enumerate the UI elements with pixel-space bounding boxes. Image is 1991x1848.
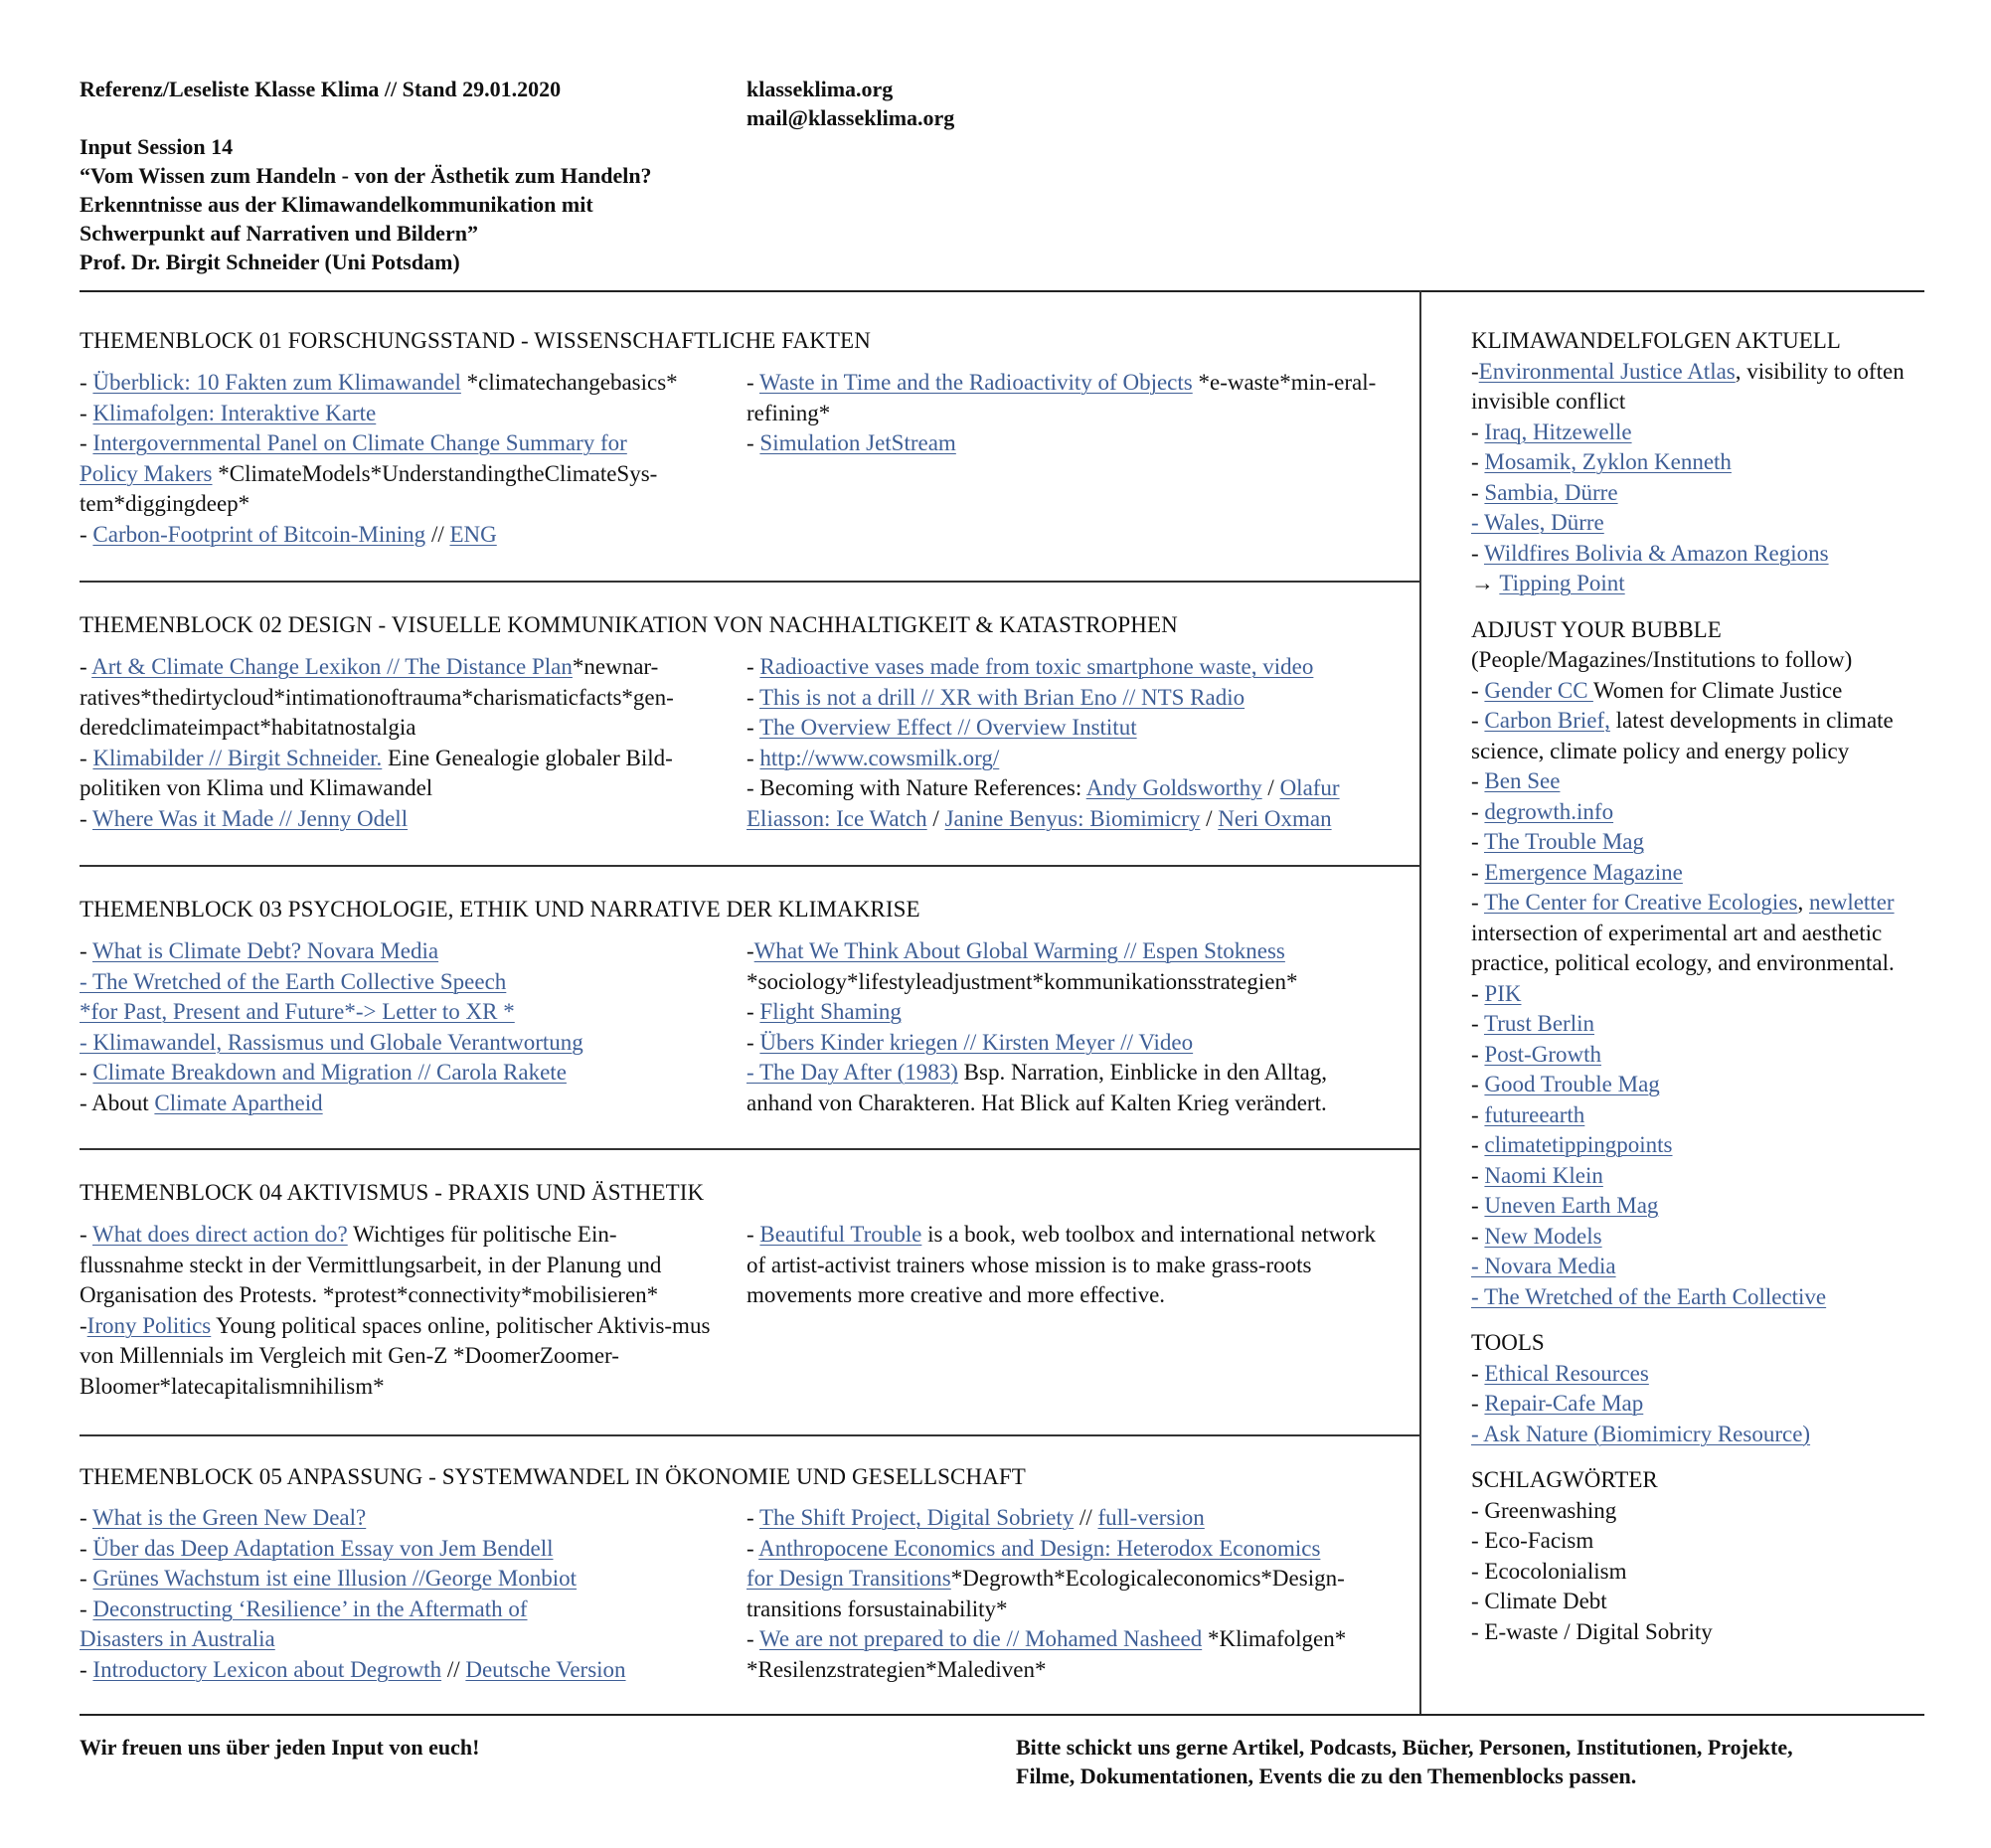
- link-deep-adaptation[interactable]: Über das Deep Adaptation Essay von Jem Bendell: [92, 1535, 554, 1561]
- link-janine-benyus[interactable]: Janine Benyus: Biomimicry: [944, 805, 1201, 831]
- link-carbon-brief[interactable]: Carbon Brief,: [1484, 708, 1610, 733]
- link-post-growth[interactable]: Post-Growth: [1484, 1041, 1601, 1067]
- block-05-title: THEMENBLOCK 05 ANPASSUNG - SYSTEMWANDEL IN ÖKONOMIE UND GESELLSCHAFT: [80, 1464, 1026, 1489]
- link-degrowth-info[interactable]: degrowth.info: [1484, 798, 1614, 824]
- link-andy-goldsworthy[interactable]: Andy Goldsworthy: [1085, 775, 1262, 800]
- link-flight-shaming[interactable]: Flight Shaming: [759, 999, 902, 1024]
- block-03-title: THEMENBLOCK 03 PSYCHOLOGIE, ETHIK UND NARRATIVE DER KLIMAKRISE: [80, 897, 920, 922]
- footer-divider: [80, 1714, 1924, 1716]
- session-title-line-1: “Vom Wissen zum Handeln - von der Ästhetik zum Handeln?: [80, 163, 652, 188]
- link-good-trouble-mag[interactable]: Good Trouble Mag: [1484, 1072, 1660, 1096]
- link-ueberblick-10-fakten[interactable]: Überblick: 10 Fakten zum Klimawandel: [92, 370, 461, 395]
- session-label: Input Session 14: [80, 134, 234, 159]
- block-05-right: - The Shift Project, Digital Sobriety // full-version - Anthropocene Economics and Design: Heterodox Economics for Design Transitions*Degrowth*Ecologicaleconomics*Design-transitions forsustainability* - We are not prepared to die // Mohamed Nasheed *Klimafolgen* *Resilenzstrategien*Malediven*: [747, 1505, 1347, 1682]
- link-klimawandel-rassismus[interactable]: - Klimawandel, Rassismus und Globale Verantwortung: [80, 1029, 583, 1055]
- arrow-icon: →: [1471, 571, 1500, 595]
- document-header: [80, 75, 716, 276]
- link-ipcc-summary[interactable]: Intergovernmental Panel on Climate Change Summary for: [92, 430, 627, 455]
- link-climatetippingpoints[interactable]: climatetippingpoints: [1484, 1132, 1673, 1157]
- link-creative-ecologies[interactable]: The Center for Creative Ecologies: [1484, 890, 1798, 915]
- document-title: Referenz/Leseliste Klasse Klima // Stand 29.01.2020: [80, 77, 562, 101]
- link-letter-to-xr[interactable]: *for Past, Present and Future*-> Letter to XR *: [80, 999, 515, 1024]
- link-shift-project-full[interactable]: full-version: [1097, 1505, 1205, 1530]
- link-naomi-klein[interactable]: Naomi Klein: [1484, 1162, 1603, 1188]
- keyword: - Greenwashing: [1471, 1497, 1617, 1523]
- sidebar-heading-klimawandelfolgen: KLIMAWANDELFOLGEN AKTUELL: [1471, 328, 1841, 353]
- block-divider: [80, 865, 1419, 867]
- keyword: - Eco-Facism: [1471, 1528, 1594, 1553]
- session-title-line-2: Erkenntnisse aus der Klimawandelkommunikation mit: [80, 192, 593, 217]
- link-gruenes-wachstum[interactable]: Grünes Wachstum ist eine Illusion //George Monbiot: [92, 1566, 578, 1591]
- link-sambia[interactable]: Sambia, Dürre: [1484, 479, 1618, 505]
- block-04-right: - Beautiful Trouble is a book, web toolbox and international network of artist-activist trainers whose mission is to make grass-roots movements more creative and more effective.: [747, 1222, 1377, 1307]
- link-irony-politics[interactable]: Irony Politics: [86, 1312, 212, 1338]
- link-waste-in-time[interactable]: Waste in Time and the Radioactivity of Objects: [759, 370, 1193, 395]
- keyword: - E-waste / Digital Sobrity: [1471, 1618, 1713, 1644]
- link-repair-cafe-map[interactable]: Repair-Cafe Map: [1484, 1391, 1644, 1416]
- link-wildfires-bolivia[interactable]: Wildfires Bolivia & Amazon Regions: [1484, 540, 1829, 566]
- link-what-we-think[interactable]: What We Think About Global Warming // Espen Stokness: [753, 938, 1285, 963]
- speaker: Prof. Dr. Birgit Schneider (Uni Potsdam): [80, 250, 460, 274]
- link-klimabilder[interactable]: Klimabilder // Birgit Schneider.: [92, 745, 383, 770]
- link-where-was-it-made[interactable]: Where Was it Made // Jenny Odell: [92, 805, 409, 831]
- link-futureearth[interactable]: futureearth: [1484, 1101, 1585, 1127]
- link-klimafolgen-karte[interactable]: Klimafolgen: Interaktive Karte: [92, 400, 377, 425]
- block-01-left: - Überblick: 10 Fakten zum Klimawandel *climatechangebasics* - Klimafolgen: Interaktive Karte - Intergovernmental Panel on Climate Change Summary for Policy Makers *ClimateModels*UnderstandingtheClimateSys-tem*diggingdeep* - Carbon-Footprint of Bitcoin-Mining // ENG: [80, 370, 678, 547]
- link-simulation-jetstream[interactable]: Simulation JetStream: [759, 430, 956, 455]
- link-novara-media[interactable]: - Novara Media: [1471, 1254, 1616, 1278]
- block-04-title: THEMENBLOCK 04 AKTIVISMUS - PRAXIS UND ÄSTHETIK: [80, 1180, 705, 1205]
- link-direct-action[interactable]: What does direct action do?: [92, 1222, 348, 1247]
- link-shift-project[interactable]: The Shift Project, Digital Sobriety: [759, 1505, 1075, 1530]
- block-divider: [80, 1148, 1419, 1150]
- link-ipcc-summary-2[interactable]: Policy Makers: [80, 460, 213, 486]
- link-ethical-resources[interactable]: Ethical Resources: [1484, 1360, 1649, 1386]
- sidebar-heading-schlagwoerter: SCHLAGWÖRTER: [1471, 1467, 1658, 1492]
- sidebar-heading-tools: TOOLS: [1471, 1330, 1545, 1355]
- link-not-prepared-to-die[interactable]: We are not prepared to die // Mohamed Nasheed: [759, 1626, 1203, 1651]
- link-degrowth-lexicon[interactable]: Introductory Lexicon about Degrowth: [92, 1656, 442, 1682]
- link-emergence-magazine[interactable]: Emergence Magazine: [1484, 859, 1683, 885]
- link-environmental-justice-atlas[interactable]: Environmental Justice Atlas: [1478, 358, 1736, 384]
- sidebar: KLIMAWANDELFOLGEN AKTUELL -Environmental Justice Atlas, visibility to often invisible conflict - Iraq, Hitzewelle - Mosamik, Zyklon Kenneth - Sambia, Dürre - Wales, Dürre - Wildfires Bolivia & Amazon Regions → Tipping Point ADJUST YOUR BUBBLE (People/Magazines/Institutions to follow) - Gender CC Women for Climate Justice - Carbon Brief, latest developments in climate science, climate policy and energy policy - Ben See - degrowth.info - The Trouble Mag - Emergence Magazine - The Center for Creative Ecologies, newletter intersection of experimental art and aesthetic practice, political ecology, and environmental. - PIK - Trust Berlin - Post-Growth - Good Trouble Mag - futureearth - climatetippingpoints - Naomi Klein - Uneven Earth Mag - New Models - Novara Media - The Wretched of the Earth Collective TOOLS - Ethical Resources - Repair-Cafe Map - Ask Nature (Biomimicry Resource) SCHLAGWÖRTER - Greenwashing - Eco-Facism - Ecocolonialism - Climate Debt - E-waste / Digital Sobrity: [1471, 326, 1938, 1647]
- link-mosamik[interactable]: Mosamik, Zyklon Kenneth: [1484, 449, 1732, 474]
- link-overview-effect[interactable]: The Overview Effect // Overview Institut: [759, 715, 1137, 740]
- link-the-day-after[interactable]: The Day After (1983): [759, 1060, 958, 1085]
- link-neri-oxman[interactable]: Neri Oxman: [1218, 805, 1332, 831]
- link-climate-apartheid[interactable]: Climate Apartheid: [154, 1090, 323, 1115]
- link-art-climate-lexikon[interactable]: Art & Climate Change Lexikon // The Distance Plan: [91, 654, 573, 679]
- link-kinder-kriegen[interactable]: Übers Kinder kriegen // Kirsten Meyer // Video: [759, 1029, 1194, 1055]
- keyword: - Climate Debt: [1471, 1589, 1607, 1613]
- block-02-title: THEMENBLOCK 02 DESIGN - VISUELLE KOMMUNIKATION VON NACHHALTIGKEIT & KATASTROPHEN: [80, 612, 1178, 637]
- keyword: - Ecocolonialism: [1471, 1558, 1627, 1584]
- link-deconstructing-resilience-2[interactable]: Disasters in Australia: [80, 1626, 275, 1651]
- link-trouble-mag[interactable]: The Trouble Mag: [1484, 829, 1644, 854]
- block-02-right: - Radioactive vases made from toxic smartphone waste, video - This is not a drill // XR with Brian Eno // NTS Radio - The Overview Effect // Overview Institut - http://www.cowsmilk.org/ - Becoming with Nature References: Andy Goldsworthy / Olafur Eliasson: Ice Watch / Janine Benyus: Biomimicry / Neri Oxman: [747, 654, 1340, 831]
- website[interactable]: klasseklima.org: [747, 77, 894, 101]
- link-not-a-drill[interactable]: This is not a drill // XR with Brian Eno // NTS Radio: [759, 684, 1245, 710]
- block-divider: [80, 581, 1419, 583]
- link-wretched-earth-collective[interactable]: - The Wretched of the Earth Collective: [1471, 1283, 1827, 1309]
- link-iraq[interactable]: Iraq, Hitzewelle: [1484, 419, 1632, 444]
- link-bitcoin-footprint[interactable]: Carbon-Footprint of Bitcoin-Mining: [92, 521, 426, 547]
- email[interactable]: mail@klasseklima.org: [747, 105, 955, 130]
- block-01-title: THEMENBLOCK 01 FORSCHUNGSSTAND - WISSENSCHAFTLICHE FAKTEN: [80, 328, 871, 353]
- block-04-left: - What does direct action do? Wichtiges für politische Ein-flussnahme steckt in der Vermittlungsarbeit, in der Planung und Organisation des Protests. *protest*connectivity*mobilisieren* -Irony Politics Young political spaces online, politischer Aktivis-mus von Millennials im Vergleich mit Gen-Z *DoomerZoomer-Bloomer*latecapitalismnihilism*: [80, 1222, 711, 1399]
- link-degrowth-deutsch[interactable]: Deutsche Version: [465, 1656, 626, 1682]
- block-02-left: - Art & Climate Change Lexikon // The Distance Plan*newnar-ratives*thedirtycloud*intimationoftrauma*charismaticfacts*gen-deredclimateimpact*habitatnostalgia - Klimabilder // Birgit Schneider. Eine Genealogie globaler Bild-politiken von Klima und Klimawandel - Where Was it Made // Jenny Odell: [80, 654, 674, 831]
- link-deconstructing-resilience[interactable]: Deconstructing ‘Resilience’ in the Aftermath of: [92, 1596, 528, 1621]
- sidebar-heading-adjust-bubble: ADJUST YOUR BUBBLE: [1471, 616, 1722, 642]
- block-01-right: - Waste in Time and the Radioactivity of Objects *e-waste*min-eral-refining* - Simulation JetStream: [747, 370, 1377, 455]
- link-wales[interactable]: - Wales, Dürre: [1471, 510, 1604, 535]
- link-anthropocene-economics[interactable]: Anthropocene Economics and Design: Heterodox Economics: [758, 1535, 1321, 1561]
- link-trust-berlin[interactable]: Trust Berlin: [1484, 1011, 1594, 1036]
- block-05-left: - What is the Green New Deal? - Über das Deep Adaptation Essay von Jem Bendell - Grünes Wachstum ist eine Illusion //George Monbiot - Deconstructing ‘Resilience’ in the Aftermath of Disasters in Australia - Introductory Lexicon about Degrowth // Deutsche Version: [80, 1505, 626, 1682]
- header-divider: [80, 290, 1924, 292]
- link-cowsmilk[interactable]: http://www.cowsmilk.org/: [759, 745, 1000, 770]
- block-03-right: -What We Think About Global Warming // Espen Stokness *sociology*lifestyleadjustment*kommunikationsstrategien* - Flight Shaming - Übers Kinder kriegen // Kirsten Meyer // Video - The Day After (1983) Bsp. Narration, Einblicke in den Alltag, anhand von Charakteren. Hat Blick auf Kalten Krieg verändert.: [747, 938, 1328, 1115]
- block-divider: [80, 1434, 1419, 1436]
- link-anthropocene-economics-2[interactable]: for Design Transitions: [747, 1566, 951, 1591]
- link-pik[interactable]: PIK: [1484, 980, 1522, 1006]
- link-gender-cc[interactable]: Gender CC: [1484, 677, 1593, 703]
- link-ask-nature[interactable]: - Ask Nature (Biomimicry Resource): [1471, 1421, 1811, 1446]
- link-wretched-earth-speech[interactable]: - The Wretched of the Earth Collective Speech: [80, 968, 507, 994]
- link-climate-breakdown-migration[interactable]: Climate Breakdown and Migration // Carola Rakete: [92, 1060, 567, 1085]
- session-title-line-3: Schwerpunkt auf Narrativen und Bildern”: [80, 221, 478, 246]
- link-uneven-earth-mag[interactable]: Uneven Earth Mag: [1484, 1193, 1659, 1218]
- contact-info: [747, 75, 954, 132]
- link-ben-see[interactable]: Ben See: [1484, 768, 1561, 793]
- link-new-models[interactable]: New Models: [1484, 1223, 1602, 1249]
- link-creative-ecologies-newsletter[interactable]: newletter: [1809, 890, 1895, 915]
- link-bitcoin-footprint-eng[interactable]: ENG: [449, 521, 497, 547]
- column-divider: [1419, 290, 1421, 1714]
- footer-left: Wir freuen uns über jeden Input von euch!: [80, 1735, 480, 1760]
- sidebar-subheading: (People/Magazines/Institutions to follow): [1471, 647, 1853, 672]
- footer-right: Bitte schickt uns gerne Artikel, Podcasts, Bücher, Personen, Institutionen, Projekte, Filme, Dokumentationen, Events die zu den Themenblocks passen.: [1016, 1735, 1793, 1788]
- link-beautiful-trouble[interactable]: Beautiful Trouble: [759, 1222, 922, 1247]
- link-climate-debt[interactable]: What is Climate Debt? Novara Media: [92, 938, 439, 963]
- link-green-new-deal[interactable]: What is the Green New Deal?: [92, 1505, 367, 1530]
- block-03-left: - What is Climate Debt? Novara Media - The Wretched of the Earth Collective Speech *for Past, Present and Future*-> Letter to XR * - Klimawandel, Rassismus und Globale Verantwortung - Climate Breakdown and Migration // Carola Rakete - About Climate Apartheid: [80, 938, 583, 1115]
- link-radioactive-vases[interactable]: Radioactive vases made from toxic smartphone waste, video: [759, 654, 1314, 679]
- link-olafur-eliasson[interactable]: Olafur Eliasson: Ice Watch: [747, 775, 1340, 831]
- link-tipping-point[interactable]: Tipping Point: [1499, 571, 1625, 595]
